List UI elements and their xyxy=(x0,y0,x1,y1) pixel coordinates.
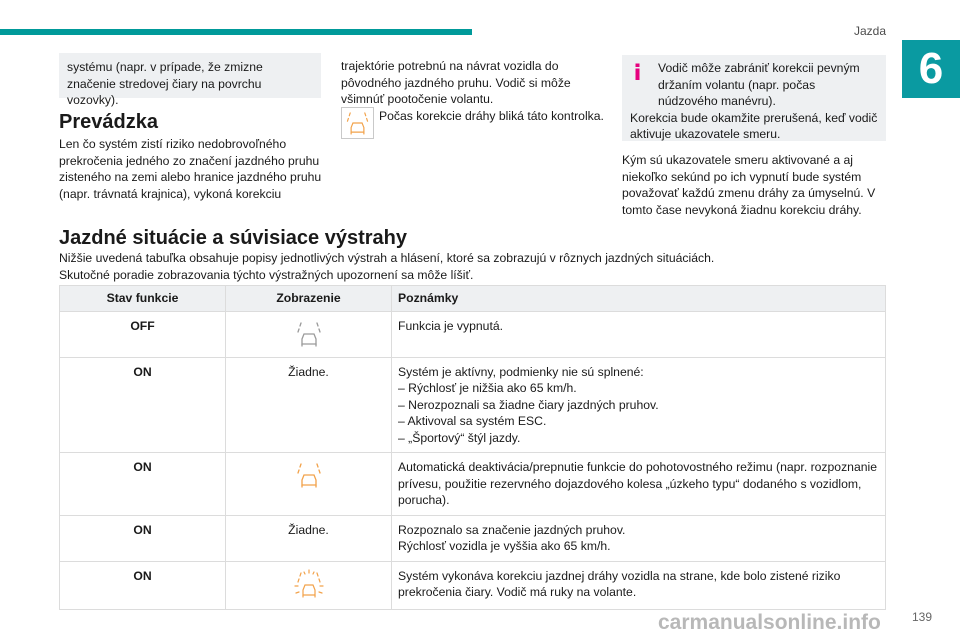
note-line: Systém je aktívny, podmienky nie sú splnené: xyxy=(398,364,644,379)
note-line: Funkcia je vypnutá. xyxy=(398,318,504,333)
intro-line-2: Skutočné poradie zobrazovania týchto výstražných upozornení sa môže líšiť. xyxy=(59,267,474,282)
display-cell: Žiadne. xyxy=(226,515,392,561)
note-line: Automatická deaktivácia/prepnutie funkcie do pohotovostného režimu (napr. rozpoznanie prívesu, použitie rezervného dojazdového kolesa „úzkeho typu“ dodaného s vozidlom, porucha). xyxy=(398,460,877,507)
display-cell xyxy=(226,311,392,357)
watermark: carmanualsonline.info xyxy=(658,611,881,634)
state-cell: ON xyxy=(60,357,226,453)
icon-flash-text: Počas korekcie dráhy bliká táto kontrolka. xyxy=(379,109,604,123)
table-header-row xyxy=(60,286,886,312)
state-cell: ON xyxy=(60,561,226,609)
chapter-number-badge: 6 xyxy=(902,40,960,98)
notes-cell xyxy=(392,453,886,516)
display-cell xyxy=(226,561,392,609)
table-row xyxy=(60,561,886,609)
continued-note-text: systému (napr. v prípade, že zmizne značenie stredovej čiary na povrchu vozovky). xyxy=(67,60,263,107)
info-text-1: Vodič môže zabrániť korekcii pevným držaním volantu (napr. počas núdzového manévru). xyxy=(658,61,860,108)
note-line: – Rýchlosť je nižšia ako 65 km/h. xyxy=(398,381,577,395)
notes-cell xyxy=(392,561,886,609)
header-display: Zobrazenie xyxy=(226,286,392,312)
note-line: – Aktivoval sa systém ESC. xyxy=(398,414,547,428)
info-icon xyxy=(628,62,647,81)
note-line: – Nerozpoznali sa žiadne čiary jazdných pruhov. xyxy=(398,397,659,412)
info-box xyxy=(622,55,886,141)
lane-gray-icon xyxy=(292,318,326,350)
lane-orange-flash-icon xyxy=(292,568,326,600)
state-cell: ON xyxy=(60,453,226,516)
header-state: Stav funkcie xyxy=(60,286,226,312)
table-row xyxy=(60,311,886,357)
top-accent-bar xyxy=(0,29,472,35)
lane-keep-warning-icon xyxy=(341,107,374,139)
notes-cell xyxy=(392,515,886,561)
note-line: Rozpoznalo sa značenie jazdných pruhov. xyxy=(398,522,626,537)
heading-situations: Jazdné situácie a súvisiace výstrahy xyxy=(59,227,407,249)
state-cell: ON xyxy=(60,515,226,561)
section-label: Jazda xyxy=(853,24,886,38)
table-row xyxy=(60,357,886,453)
header-notes: Poznámky xyxy=(392,286,886,312)
display-cell xyxy=(226,453,392,516)
correction-text: trajektórie potrebnú na návrat vozidla do pôvodného jazdného pruhu. Vodič si môže všimnúť pootočenie volantu. xyxy=(341,59,571,106)
lane-orange-icon xyxy=(292,459,326,491)
notes-cell xyxy=(392,311,886,357)
notes-cell xyxy=(392,357,886,453)
warnings-table xyxy=(59,285,886,610)
heading-operation: Prevádzka xyxy=(59,111,158,133)
page-number: 139 xyxy=(911,610,932,624)
indicator-text: Kým sú ukazovatele smeru aktivované a aj niekoľko sekúnd po ich vypnutí bude systém považovať každú zmenu dráhy za úmyselnú. V tomto čase nevykoná žiadnu korekciu dráhy. xyxy=(622,153,876,217)
operation-text: Len čo systém zistí riziko nedobrovoľného prekročenia jedného zo značení jazdného pruhu zisteného na zemi alebo hranice jazdného pruhu (napr. trávnatá krajnica), vykoná korekciu xyxy=(59,137,322,201)
intro-line-1: Nižšie uvedená tabuľka obsahuje popisy jednotlivých výstrah a hlásení, ktoré sa zobrazujú v rôznych jazdných situáciách. xyxy=(59,251,715,265)
display-cell: Žiadne. xyxy=(226,357,392,453)
state-cell: OFF xyxy=(60,311,226,357)
situations-intro xyxy=(59,250,889,283)
note-line: Rýchlosť vozidla je vyššia ako 65 km/h. xyxy=(398,539,611,553)
note-line: Systém vykonáva korekciu jazdnej dráhy vozidla na strane, kde bolo zistené riziko prekročenia čiary. Vodič má ruky na volante. xyxy=(398,568,841,599)
info-text-2: Korekcia bude okamžite prerušená, keď vodič aktivuje ukazovatele smeru. xyxy=(630,110,878,141)
continued-note-box xyxy=(59,53,321,107)
note-line: – „Športový“ štýl jazdy. xyxy=(398,430,521,445)
table-row xyxy=(60,515,886,561)
table-row xyxy=(60,453,886,516)
